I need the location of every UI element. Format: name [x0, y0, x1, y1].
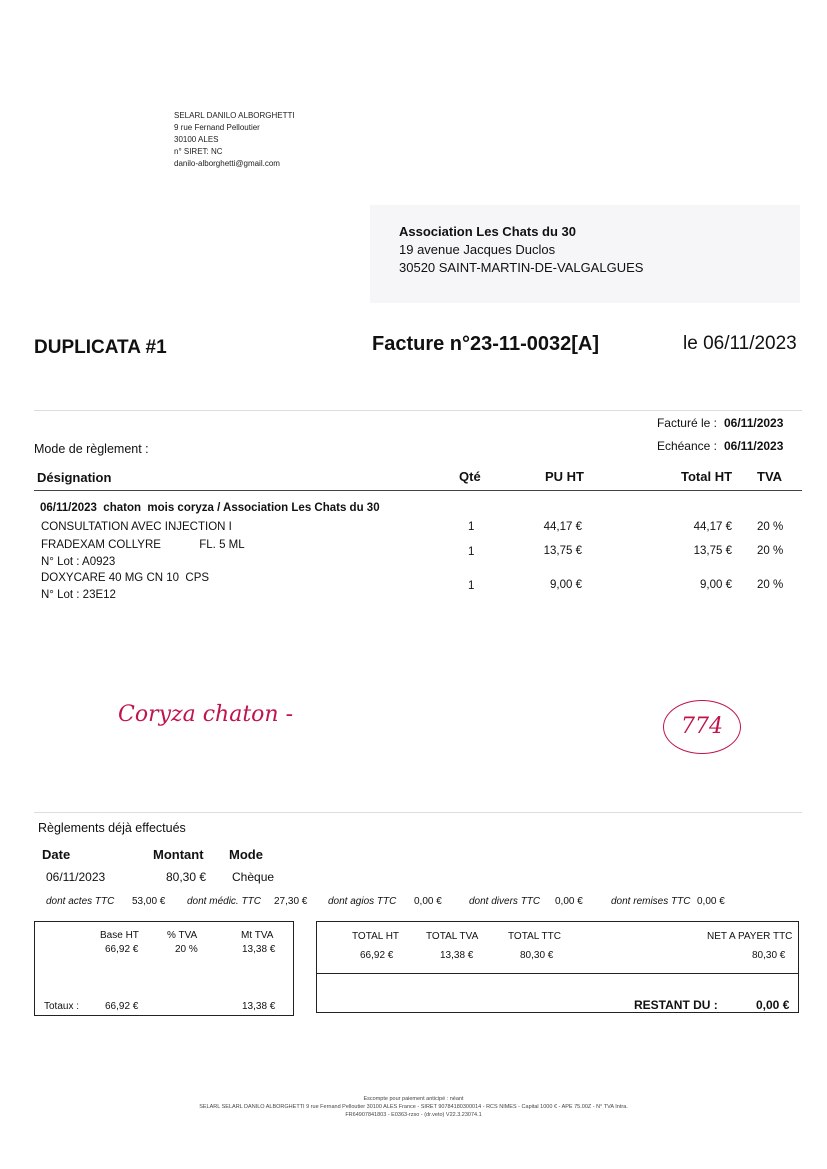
- vat-base-label: Base HT: [100, 930, 139, 941]
- recipient-block: [370, 205, 800, 303]
- totaux-label: Totaux :: [44, 1001, 80, 1012]
- restant-box: [316, 972, 799, 1013]
- circled-number-text: 774: [681, 714, 723, 739]
- vat-mt-label: Mt TVA: [241, 930, 274, 941]
- footer-line2: SELARL SELARL DANILO ALBORGHETTI 9 rue Fernand Pelloutier 30100 ALES France - SIRET 90784180300014 - RCS NIMES - Capital 1000 € - APE 75.00Z - N° TVA Intra.: [199, 1104, 628, 1110]
- vat-mt: 13,38 €: [242, 944, 276, 955]
- row2-lot: N° Lot : A0923: [41, 556, 116, 568]
- vat-base: 66,92 €: [105, 944, 139, 955]
- row3-tva: 20 %: [757, 579, 784, 591]
- row1-qte: 1: [468, 521, 475, 533]
- col-pu: PU HT: [545, 469, 584, 484]
- col-total: Total HT: [681, 469, 733, 484]
- group-title: 06/11/2023 chaton mois coryza / Association Les Chats du 30: [40, 502, 380, 514]
- agios-label: dont agios TTC: [328, 896, 397, 907]
- vat-pct-label: % TVA: [167, 930, 198, 941]
- footer-line1: Escompte pour paiement anticipé : néant: [363, 1096, 464, 1102]
- row2-qte: 1: [468, 546, 475, 558]
- handwritten-note: Coryza chaton -: [118, 702, 294, 727]
- recipient-name: Association Les Chats du 30: [399, 224, 576, 239]
- actes-label: dont actes TTC: [46, 896, 115, 907]
- restant-value: 0,00 €: [756, 998, 790, 1012]
- sender-street: 9 rue Fernand Pelloutier: [174, 123, 260, 132]
- remises-label: dont remises TTC: [611, 896, 691, 907]
- sender-city: 30100 ALES: [174, 135, 219, 144]
- divider-2: [34, 812, 802, 813]
- sender-siret: n° SIRET: NC: [174, 147, 223, 156]
- totaux-mt: 13,38 €: [242, 1001, 276, 1012]
- row3-lot: N° Lot : 23E12: [41, 589, 116, 601]
- reglement-mode: Chèque: [232, 870, 275, 884]
- total-ttc-label: TOTAL TTC: [508, 931, 561, 942]
- footer-line3: FR64907841803 - E0363-rzso - (dr.veto) V22.3.23074.1: [345, 1112, 482, 1118]
- reglements-col-mode: Mode: [229, 847, 263, 862]
- row3-designation: DOXYCARE 40 MG CN 10 CPS: [41, 572, 210, 584]
- row3-pu: 9,00 €: [550, 579, 582, 591]
- facture-le-value: 06/11/2023: [724, 416, 784, 430]
- recipient-address2: 30520 SAINT-MARTIN-DE-VALGALGUES: [399, 260, 644, 275]
- recipient-address1: 19 avenue Jacques Duclos: [399, 242, 556, 257]
- sender-block: [174, 110, 295, 170]
- duplicata-title: DUPLICATA #1: [34, 337, 167, 358]
- row2-designation: FRADEXAM COLLYRE FL. 5 ML: [41, 539, 245, 551]
- actes-value: 53,00 €: [132, 896, 166, 907]
- vat-pct: 20 %: [175, 944, 198, 955]
- echeance-value: 06/11/2023: [724, 439, 784, 453]
- divers-value: 0,00 €: [555, 896, 583, 907]
- reglements-title: Règlements déjà effectués: [38, 821, 186, 835]
- row2-total: 13,75 €: [693, 545, 732, 557]
- total-tva-label: TOTAL TVA: [426, 931, 479, 942]
- net-value: 80,30 €: [752, 950, 786, 961]
- medic-label: dont médic. TTC: [187, 896, 261, 907]
- reglement-montant: 80,30 €: [166, 870, 207, 884]
- totaux-base: 66,92 €: [105, 1001, 139, 1012]
- footer: [0, 1095, 827, 1119]
- divers-label: dont divers TTC: [469, 896, 541, 907]
- row1-pu: 44,17 €: [543, 521, 582, 533]
- total-tva: 13,38 €: [440, 950, 474, 961]
- row2-tva: 20 %: [757, 545, 784, 557]
- col-tva: TVA: [757, 469, 783, 484]
- net-label: NET A PAYER TTC: [707, 931, 793, 942]
- agios-value: 0,00 €: [414, 896, 442, 907]
- sender-name: SELARL DANILO ALBORGHETTI: [174, 111, 295, 120]
- circled-number: [663, 700, 741, 754]
- row3-total: 9,00 €: [700, 579, 732, 591]
- row3-qte: 1: [468, 580, 475, 592]
- table-header-rule: [34, 490, 802, 491]
- reglement-date: 06/11/2023: [46, 870, 106, 884]
- col-qte: Qté: [459, 469, 481, 484]
- col-designation: Désignation: [37, 470, 112, 485]
- echeance-label: Echéance :: [656, 439, 717, 453]
- facture-le-label: Facturé le :: [656, 416, 717, 430]
- sender-email: danilo-alborghetti@gmail.com: [174, 159, 280, 168]
- remises-value: 0,00 €: [697, 896, 725, 907]
- row1-total: 44,17 €: [693, 521, 732, 533]
- medic-value: 27,30 €: [274, 896, 308, 907]
- total-ht: 66,92 €: [360, 950, 394, 961]
- reglements-col-date: Date: [42, 847, 71, 862]
- restant-label: RESTANT DU :: [634, 998, 718, 1012]
- reglements-col-montant: Montant: [153, 847, 204, 862]
- row2-pu: 13,75 €: [543, 545, 582, 557]
- total-ttc: 80,30 €: [520, 950, 554, 961]
- invoice-date: le 06/11/2023: [683, 333, 797, 354]
- mode-reglement-label: Mode de règlement :: [34, 442, 149, 456]
- total-ht-label: TOTAL HT: [352, 931, 400, 942]
- row1-tva: 20 %: [757, 521, 784, 533]
- divider: [34, 410, 802, 411]
- invoice-number: Facture n°23-11-0032[A]: [372, 333, 599, 355]
- totals-box: [316, 921, 799, 974]
- row1-designation: CONSULTATION AVEC INJECTION I: [41, 521, 232, 533]
